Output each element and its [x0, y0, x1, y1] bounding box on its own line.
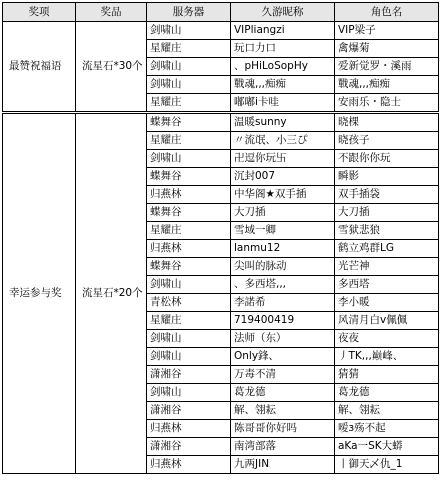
role-name-cell: 光芒神 [335, 258, 439, 276]
role-name-cell: 多西塔 [335, 276, 439, 294]
server-cell: 归燕林 [147, 456, 231, 474]
nickname-cell: 嘟嘟i卡哇 [231, 94, 335, 113]
table-body [3, 22, 439, 474]
server-cell: 归燕林 [147, 420, 231, 438]
nickname-cell: 卍逗你玩卐 [231, 150, 335, 168]
role-name-cell: 李小暖 [335, 294, 439, 312]
role-name-cell: 双手插袋 [335, 186, 439, 204]
role-name-cell: 晓棵 [335, 113, 439, 132]
server-cell: 潇湘谷 [147, 438, 231, 456]
nickname-cell: 陈哥哥你好吗 [231, 420, 335, 438]
role-name-cell: 瞬影 [335, 168, 439, 186]
header-row [3, 3, 439, 22]
nickname-cell: 温暖sunny [231, 113, 335, 132]
server-cell: 蝶舞谷 [147, 204, 231, 222]
role-name-cell: 爱新觉罗・溪雨 [335, 58, 439, 76]
role-name-cell: 葛龙德 [335, 384, 439, 402]
server-cell: 星耀庄 [147, 222, 231, 240]
server-cell: 剑啸山 [147, 276, 231, 294]
server-cell: 星耀庄 [147, 94, 231, 113]
role-name-cell: 夜夜 [335, 330, 439, 348]
server-cell: 潇湘谷 [147, 366, 231, 384]
role-name-cell: 安雨乐・隐士 [335, 94, 439, 113]
role-name-cell: 晓孩子 [335, 132, 439, 150]
nickname-cell: 解、翎耘 [231, 402, 335, 420]
nickname-cell: 沉封007 [231, 168, 335, 186]
nickname-cell: 玩口力口 [231, 40, 335, 58]
server-cell: 剑啸山 [147, 150, 231, 168]
server-cell: 星耀庄 [147, 40, 231, 58]
role-name-cell: 风清月白v佩佩 [335, 312, 439, 330]
role-name-cell: aKa一SK大蟒 [335, 438, 439, 456]
server-cell: 剑啸山 [147, 348, 231, 366]
header-prize: 奖品 [76, 3, 147, 22]
role-name-cell: 不跟你你玩 [335, 150, 439, 168]
nickname-cell: 法师（东） [231, 330, 335, 348]
nickname-cell: 九两JIN [231, 456, 335, 474]
role-name-cell: VIP梁子 [335, 22, 439, 40]
role-name-cell: 丿TK,,,巅峰、 [335, 348, 439, 366]
award-cell: 最赞祝福语 [3, 22, 76, 113]
nickname-cell: 万毒不清 [231, 366, 335, 384]
prize-cell: 流星石*30个 [76, 22, 147, 113]
nickname-cell: 南湾部落 [231, 438, 335, 456]
role-name-cell: 雪狱悲狼 [335, 222, 439, 240]
server-cell: 蝶舞谷 [147, 113, 231, 132]
role-name-cell: 禽爆菊 [335, 40, 439, 58]
nickname-cell: VIPliangzi [231, 22, 335, 40]
server-cell: 剑啸山 [147, 76, 231, 94]
award-cell: 幸运参与奖 [3, 113, 76, 474]
nickname-cell: 雪域一卿 [231, 222, 335, 240]
server-cell: 剑啸山 [147, 330, 231, 348]
table-row [3, 22, 439, 40]
nickname-cell: 719400419 [231, 312, 335, 330]
nickname-cell: 〃流氓、小三ぴ [231, 132, 335, 150]
nickname-cell: 、多西塔,,, [231, 276, 335, 294]
server-cell: 星耀庄 [147, 312, 231, 330]
table-row [3, 113, 439, 132]
header-role-name: 角色名 [335, 3, 439, 22]
winners-table [2, 2, 439, 474]
prize-cell: 流星石*20个 [76, 113, 147, 474]
prize-winners-sheet [2, 2, 439, 474]
role-name-cell: 鹤立鸡群LG [335, 240, 439, 258]
role-name-cell: 猜猜 [335, 366, 439, 384]
nickname-cell: 、pHiLoSopHy [231, 58, 335, 76]
server-cell: 蝶舞谷 [147, 258, 231, 276]
server-cell: 蝶舞谷 [147, 168, 231, 186]
nickname-cell: Only鋒、 [231, 348, 335, 366]
server-cell: 归燕林 [147, 240, 231, 258]
header-award: 奖项 [3, 3, 76, 22]
server-cell: 归燕林 [147, 186, 231, 204]
nickname-cell: 中华阁★双手插 [231, 186, 335, 204]
nickname-cell: 李諾希 [231, 294, 335, 312]
role-name-cell: 嗳з殇不起 [335, 420, 439, 438]
role-name-cell: 戰魂,,,痴痴 [335, 76, 439, 94]
server-cell: 剑啸山 [147, 58, 231, 76]
header-nickname: 久游昵称 [231, 3, 335, 22]
server-cell: 青松林 [147, 294, 231, 312]
role-name-cell: 丨御天乄仇_1 [335, 456, 439, 474]
header-server: 服务器 [147, 3, 231, 22]
server-cell: 剑啸山 [147, 384, 231, 402]
role-name-cell: 大刀插 [335, 204, 439, 222]
nickname-cell: 葛龙德 [231, 384, 335, 402]
nickname-cell: lanmu12 [231, 240, 335, 258]
server-cell: 剑啸山 [147, 22, 231, 40]
server-cell: 潇湘谷 [147, 402, 231, 420]
nickname-cell: 戰魂,,,痴痴 [231, 76, 335, 94]
role-name-cell: 解、翎耘 [335, 402, 439, 420]
nickname-cell: 尖叫的脉动 [231, 258, 335, 276]
server-cell: 星耀庄 [147, 132, 231, 150]
nickname-cell: 大刀插 [231, 204, 335, 222]
